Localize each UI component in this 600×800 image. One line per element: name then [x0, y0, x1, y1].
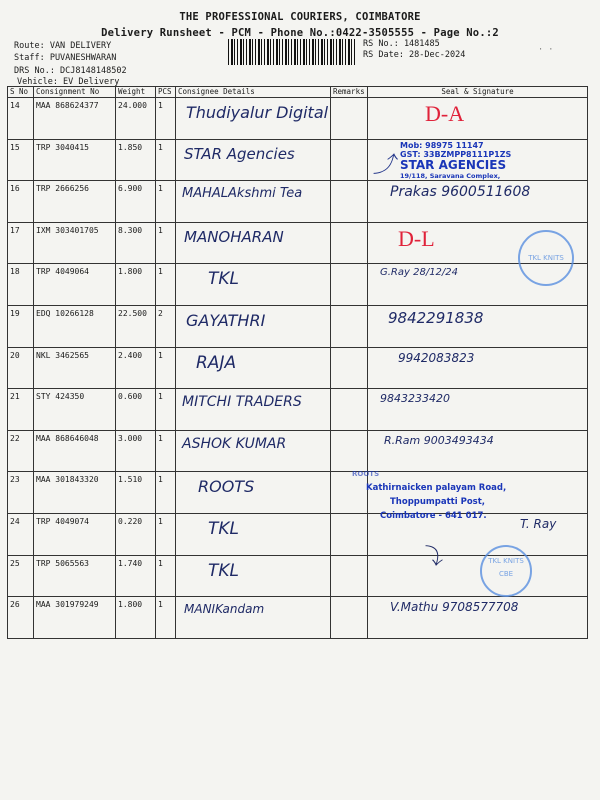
row-consignment-no-text: TRP 4049064: [36, 267, 89, 277]
row-pcs: [156, 305, 176, 347]
row-consignee-text: GAYATHRI: [186, 310, 266, 330]
table-row: [8, 222, 588, 264]
col-pcs: PCS: [156, 87, 176, 98]
row-consignment-no-text: IXM 303401705: [36, 225, 99, 235]
row-pcs: [156, 181, 176, 223]
row-remarks: [331, 305, 368, 347]
row-consignee: [176, 555, 331, 597]
row-sno: [8, 555, 34, 597]
row-weight-text: 8.300: [118, 225, 143, 235]
row-consignment-no: [34, 513, 116, 555]
row-weight: [116, 389, 156, 431]
col-consignee: Consignee Details: [176, 87, 331, 98]
row-sno: [8, 222, 34, 264]
row-pcs: [156, 513, 176, 555]
row-remarks: [331, 139, 368, 181]
table-row: [8, 389, 588, 431]
roots-stamp: [352, 467, 506, 523]
row-consignee-text: MITCHI TRADERS: [182, 394, 302, 411]
row-signature: [368, 555, 588, 597]
row-pcs-text: 1: [158, 350, 163, 360]
row-weight-text: 6.900: [118, 184, 143, 194]
barcode: [228, 39, 356, 65]
stamp-address: 19/118, Saravana Complex,: [400, 172, 501, 180]
row-pcs-text: 1: [158, 392, 163, 402]
row-consignment-no: [34, 181, 116, 223]
company-title: THE PROFESSIONAL COURIERS, COIMBATORE: [179, 11, 421, 23]
row-consignee-text: ASHOK KUMAR: [182, 435, 287, 452]
row-remarks: [331, 264, 368, 306]
vehicle-label: Vehicle: EV Delivery: [17, 77, 120, 87]
row-consignment-no-text: TRP 3040415: [36, 142, 89, 152]
row-consignee: [176, 222, 331, 264]
row-consignee-text: TKL: [208, 518, 240, 539]
row-signature-text: 9843233420: [380, 392, 450, 406]
row-consignee: [176, 347, 331, 389]
row-consignee: [176, 98, 331, 140]
row-weight-text: 2.400: [118, 350, 143, 360]
row-consignment-no-text: MAA 868646048: [36, 433, 99, 443]
row-weight: [116, 139, 156, 181]
stamp-name: STAR AGENCIES: [400, 158, 507, 172]
roots-address-1: Kathirnaicken palayam Road,: [366, 483, 507, 493]
row-sno-text: 21: [10, 392, 20, 402]
row-pcs: [156, 430, 176, 472]
row-consignment-no: [34, 98, 116, 140]
row-remarks: [331, 222, 368, 264]
row-pcs-text: 1: [158, 101, 163, 110]
row-consignee: [176, 139, 331, 181]
row-consignee-text: RAJA: [196, 352, 237, 373]
row-consignment-no-text: MAA 301979249: [36, 600, 99, 610]
tkl-seal-stamp-1: [518, 230, 574, 286]
row-pcs: [156, 139, 176, 181]
row-weight-text: 3.000: [118, 433, 143, 443]
col-weight: Weight: [116, 87, 156, 98]
row-sno-text: 15: [10, 142, 20, 152]
row-pcs-text: 2: [158, 308, 163, 318]
row-consignee-text: MANOHARAN: [184, 227, 284, 246]
row-consignee-text: MAHALAkshmi Tea: [182, 186, 303, 202]
row-sno-text: 16: [10, 184, 20, 194]
row-consignment-no: [34, 430, 116, 472]
row-pcs-text: 1: [158, 225, 163, 235]
row-signature: [368, 597, 588, 639]
row-consignee: [176, 430, 331, 472]
row-consignment-no-text: TRP 2666256: [36, 184, 89, 194]
row-weight-text: 1.740: [118, 558, 143, 568]
row-consignment-no-text: TRP 5065563: [36, 558, 89, 568]
row-weight-text: 22.500: [118, 308, 147, 318]
row-sno: [8, 430, 34, 472]
row-sno-text: 19: [10, 308, 20, 318]
roots-name: ROOTS: [352, 470, 380, 478]
row-consignee-text: Thudiyalur Digital: [186, 103, 329, 122]
row-consignment-no: [34, 472, 116, 514]
row-pcs: [156, 98, 176, 140]
row-signature-text: R.Ram 9003493434: [384, 433, 494, 447]
row-signature-text: 9842291838: [388, 308, 484, 327]
row-consignee: [176, 597, 331, 639]
row-signature: [368, 430, 588, 472]
row-signature-text: 9942083823: [398, 350, 475, 365]
row-signature: [368, 389, 588, 431]
row-pcs-text: 1: [158, 184, 163, 194]
roots-address-2: Thoppumpatti Post,: [390, 497, 486, 507]
row-weight-text: 1.510: [118, 475, 143, 485]
row-pcs: [156, 472, 176, 514]
col-consignment: Consignment No: [34, 87, 116, 98]
row-sno: [8, 139, 34, 181]
row-weight: [116, 430, 156, 472]
table-row: [8, 430, 588, 472]
row-pcs-text: 1: [158, 267, 163, 277]
row-consignment-no: [34, 222, 116, 264]
row-consignee: [176, 513, 331, 555]
row-sno-text: 22: [10, 433, 20, 443]
row-weight-text: 1.850: [118, 142, 143, 152]
row-sno-text: 14: [10, 101, 20, 110]
row-pcs-text: 1: [158, 142, 163, 152]
row-pcs-text: 1: [158, 600, 163, 610]
row-signature-text: V.Mathu 9708577708: [390, 600, 519, 615]
table-row: [8, 305, 588, 347]
row-remarks: [331, 430, 368, 472]
tkl-seal-text: TKL KNITS: [528, 254, 564, 262]
row-consignee-text: MANIKandam: [184, 602, 265, 617]
row-sno-text: 25: [10, 558, 20, 568]
row-consignee: [176, 264, 331, 306]
row-sno: [8, 98, 34, 140]
row-remarks: [331, 597, 368, 639]
table-row: [8, 181, 588, 223]
row-remarks: [331, 555, 368, 597]
row-consignee-text: TKL: [208, 560, 240, 581]
tkl-seal-text-2: TKL KNITS: [488, 557, 524, 565]
row-sno: [8, 597, 34, 639]
row-weight-text: 0.220: [118, 516, 143, 526]
row-consignment-no-text: EDQ 10266128: [36, 308, 94, 318]
row-consignee-text: STAR Agencies: [184, 144, 295, 163]
row-pcs: [156, 597, 176, 639]
row-weight-text: 24.000: [118, 101, 147, 110]
col-sno: S No: [8, 87, 34, 98]
row-remarks: [331, 347, 368, 389]
row-signature-text: T. Ray: [520, 516, 557, 531]
row-signature-text: Prakas 9600511608: [390, 184, 531, 201]
row-pcs-text: 1: [158, 516, 163, 526]
rs-date: RS Date: 28-Dec-2024: [363, 50, 466, 60]
row-weight-text: 1.800: [118, 267, 143, 277]
row-pcs-text: 1: [158, 475, 163, 485]
row-signature: [368, 98, 588, 140]
row25-signature-arrow: ⤵: [420, 545, 443, 570]
row-sno: [8, 264, 34, 306]
row-consignment-no-text: MAA 868624377: [36, 101, 99, 110]
row-sno: [8, 472, 34, 514]
row-consignment-no: [34, 597, 116, 639]
star-agencies-stamp: [400, 141, 511, 181]
stamp-mob: Mob: 98975 11147: [400, 141, 484, 150]
row-weight: [116, 264, 156, 306]
row-weight: [116, 305, 156, 347]
row-sno-text: 18: [10, 267, 20, 277]
row-consignment-no-text: STY 424350: [36, 392, 85, 402]
row-signature: [368, 305, 588, 347]
table-header-row: [8, 87, 588, 98]
row-consignment-no: [34, 305, 116, 347]
page-mark: · ·: [538, 45, 554, 55]
row-consignee-text: TKL: [208, 269, 240, 290]
row-pcs-text: 1: [158, 558, 163, 568]
row-sno: [8, 181, 34, 223]
row-consignee-text: ROOTS: [198, 477, 255, 497]
star-signature-mark: ⤴: [373, 153, 396, 178]
table-row: [8, 597, 588, 639]
row-signature: [368, 181, 588, 223]
route-label: Route: VAN DELIVERY: [14, 41, 112, 51]
row-weight: [116, 597, 156, 639]
row-pcs: [156, 555, 176, 597]
row-sno-text: 20: [10, 350, 20, 360]
row-sno: [8, 513, 34, 555]
row-sno: [8, 347, 34, 389]
row-consignment-no: [34, 347, 116, 389]
row-sno-text: 26: [10, 600, 20, 610]
row-signature-text: D-L: [398, 225, 435, 251]
row-pcs: [156, 389, 176, 431]
col-signature: Seal & Signature: [368, 87, 588, 98]
row-sno: [8, 389, 34, 431]
row-pcs-text: 1: [158, 433, 163, 443]
table-row: [8, 347, 588, 389]
row-consignment-no-text: NKL 3462565: [36, 350, 89, 360]
row-weight: [116, 513, 156, 555]
rs-number: RS No.: 1481485: [363, 39, 440, 49]
row-weight: [116, 472, 156, 514]
row-remarks: [331, 98, 368, 140]
row-weight: [116, 555, 156, 597]
row-remarks: [331, 389, 368, 431]
staff-label: Staff: PUVANESHWARAN: [14, 53, 117, 63]
tkl-seal-stamp-2: [480, 545, 532, 597]
row-sno-text: 23: [10, 475, 20, 485]
row-weight: [116, 181, 156, 223]
row-weight: [116, 98, 156, 140]
row-consignee: [176, 181, 331, 223]
row-pcs: [156, 264, 176, 306]
row-signature-text: D-A: [425, 101, 465, 126]
col-remarks: Remarks: [331, 87, 368, 98]
row-consignment-no-text: TRP 4049074: [36, 516, 89, 526]
row-consignment-no: [34, 264, 116, 306]
row-consignee: [176, 472, 331, 514]
row-consignment-no-text: MAA 301843320: [36, 475, 99, 485]
row-weight: [116, 222, 156, 264]
row-pcs: [156, 222, 176, 264]
row-sno: [8, 305, 34, 347]
table-row: [8, 98, 588, 140]
row-weight-text: 0.600: [118, 392, 143, 402]
row-pcs: [156, 347, 176, 389]
row-sno-text: 17: [10, 225, 20, 235]
tkl-seal-city: CBE: [498, 570, 514, 578]
table-row: [8, 264, 588, 306]
stamp-gst: GST: 33BZMPP8111P1ZS: [400, 150, 512, 159]
row-remarks: [331, 181, 368, 223]
roots-address-3: Coimbatore - 641 017.: [380, 511, 487, 521]
row-weight-text: 1.800: [118, 600, 143, 610]
row-consignment-no: [34, 389, 116, 431]
runsheet-subtitle: Delivery Runsheet - PCM - Phone No.:0422-3505555 - Page No.:2: [101, 27, 499, 39]
row-signature: [368, 347, 588, 389]
row-consignee: [176, 305, 331, 347]
drs-label: DRS No.: DCJ8148148502: [14, 66, 127, 76]
row-consignment-no: [34, 555, 116, 597]
row-consignee: [176, 389, 331, 431]
row-consignment-no: [34, 139, 116, 181]
row-signature-text: G.Ray 28/12/24: [380, 267, 459, 279]
row-sno-text: 24: [10, 516, 20, 526]
row-weight: [116, 347, 156, 389]
